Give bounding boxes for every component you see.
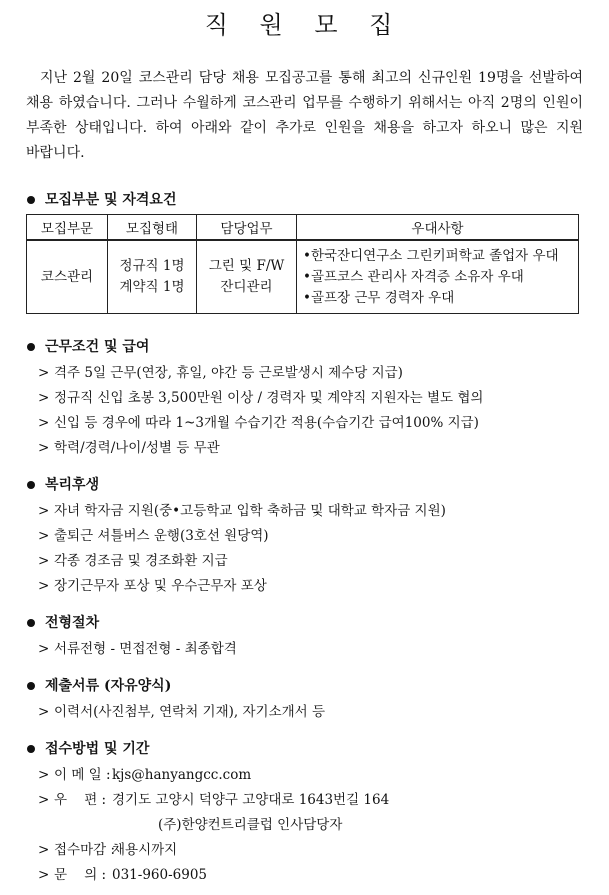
list-item	[26, 637, 583, 662]
list-item-text: 서류전형 - 면접전형 - 최종합격	[54, 641, 237, 657]
preference-item: •골프장 근무 경력자 우대	[303, 289, 455, 306]
list-item-text: 신입 등 경우에 따라 1~3개월 수습기간 적용(수습기간 급여100% 지급)	[54, 415, 479, 431]
bullet-icon	[27, 196, 35, 204]
list-item	[26, 411, 583, 436]
list-item-text: 각종 경조금 및 경조화환 지급	[54, 553, 228, 569]
section-heading-label: 근무조건 및 급여	[45, 339, 150, 355]
marker-icon: >	[38, 578, 50, 594]
mail-value: 경기도 고양시 덕양구 고양대로 1643번길 164	[112, 792, 390, 808]
cell-preference	[297, 240, 579, 314]
marker-icon: >	[38, 867, 50, 883]
preference-item: •골프코스 관리사 자격증 소유자 우대	[303, 268, 524, 285]
column-header: 모집부문	[27, 215, 108, 241]
deadline-label: 접수마감 :	[54, 842, 116, 858]
inquiry-row	[26, 863, 583, 888]
mail-label: 우 편 :	[54, 792, 107, 808]
inquiry-value: 031-960-6905	[112, 867, 208, 883]
bullet-icon	[27, 745, 35, 753]
list-item	[26, 524, 583, 549]
bullet-icon	[27, 481, 35, 489]
marker-icon: >	[38, 553, 50, 569]
email-value: kjs@hanyangcc.com	[112, 767, 252, 783]
list-item	[26, 574, 583, 599]
list-item-text: 학력/경력/나이/성별 등 무관	[54, 440, 220, 456]
list-item-text: 장기근무자 포상 및 우수근무자 포상	[54, 578, 267, 594]
marker-icon: >	[38, 842, 50, 858]
table-row	[27, 240, 579, 314]
type-line: 정규직 1명	[119, 258, 185, 274]
column-header: 담당업무	[197, 215, 297, 241]
intro-paragraph: 지난 2월 20일 코스관리 담당 채용 모집공고를 통해 최고의 신규인원 19명을 선발하여 채용 하였습니다. 그러나 수월하게 코스관리 업무를 수행하기 위해서는 아직 2명의 인원이 부족한 상태입니다. 하여 아래와 같이 추가로 인원을 채용을 하고자 하오니 많은 지원 바랍니다.	[26, 70, 583, 161]
deadline-row	[26, 838, 583, 863]
section-heading-recruit	[26, 190, 583, 210]
bullet-icon	[27, 619, 35, 627]
mail-recipient: (주)한양컨트리클럽 인사담당자	[158, 817, 343, 833]
section-heading-conditions	[26, 337, 583, 357]
apply-details	[26, 763, 583, 888]
marker-icon: >	[38, 440, 50, 456]
page-title: 직 원 모 집	[204, 11, 405, 39]
section-heading-label: 복리후생	[45, 477, 100, 493]
list-item	[26, 700, 583, 725]
bullet-icon	[27, 682, 35, 690]
duty-line: 잔디관리	[220, 279, 273, 295]
marker-icon: >	[38, 641, 50, 657]
email-label: 이 메 일 :	[54, 767, 111, 783]
section-heading-process	[26, 613, 583, 633]
marker-icon: >	[38, 792, 50, 808]
section-heading-label: 전형절차	[45, 615, 100, 631]
section-heading-label: 모집부분 및 자격요건	[45, 192, 177, 208]
table-header-row	[27, 215, 579, 241]
list-item	[26, 386, 583, 411]
marker-icon: >	[38, 503, 50, 519]
list-item-text: 출퇴근 셔틀버스 운행(3호선 원당역)	[54, 528, 269, 544]
section-heading-label: 접수방법 및 기간	[45, 741, 150, 757]
recruit-table	[26, 214, 579, 314]
email-row	[26, 763, 583, 788]
marker-icon: >	[38, 704, 50, 720]
deadline-value: 채용시까지	[112, 842, 178, 858]
list-item	[26, 361, 583, 386]
marker-icon: >	[38, 767, 50, 783]
list-item-text: 이력서(사진첨부, 연락처 기재), 자기소개서 등	[54, 704, 326, 720]
documents-list	[26, 700, 583, 725]
list-item-text: 정규직 신입 초봉 3,500만원 이상 / 경력자 및 계약직 지원자는 별도 협의	[54, 390, 484, 406]
welfare-list	[26, 499, 583, 599]
marker-icon: >	[38, 528, 50, 544]
column-header: 우대사항	[297, 215, 579, 241]
cell-duty	[197, 240, 297, 314]
section-heading-label: 제출서류 (자유양식)	[45, 678, 172, 694]
list-item	[26, 436, 583, 461]
section-heading-apply	[26, 739, 583, 759]
marker-icon: >	[38, 415, 50, 431]
preference-item: •한국잔디연구소 그린키퍼학교 졸업자 우대	[303, 247, 559, 264]
list-item	[26, 549, 583, 574]
duty-line: 그린 및 F/W	[208, 258, 285, 274]
marker-icon: >	[38, 365, 50, 381]
list-item	[26, 499, 583, 524]
marker-icon: >	[38, 390, 50, 406]
section-heading-documents	[26, 676, 583, 696]
process-list	[26, 637, 583, 662]
bullet-icon	[27, 343, 35, 351]
column-header: 모집형태	[108, 215, 197, 241]
section-heading-welfare	[26, 475, 583, 495]
list-item-text: 자녀 학자금 지원(중•고등학교 입학 축하금 및 대학교 학자금 지원)	[54, 503, 446, 519]
type-line: 계약직 1명	[119, 279, 185, 295]
cell-type	[108, 240, 197, 314]
cell-dept: 코스관리	[27, 240, 108, 314]
list-item-text: 격주 5일 근무(연장, 휴일, 야간 등 근로발생시 제수당 지급)	[54, 365, 403, 381]
conditions-list	[26, 361, 583, 461]
inquiry-label: 문 의 :	[54, 867, 107, 883]
mail-row	[26, 788, 583, 813]
